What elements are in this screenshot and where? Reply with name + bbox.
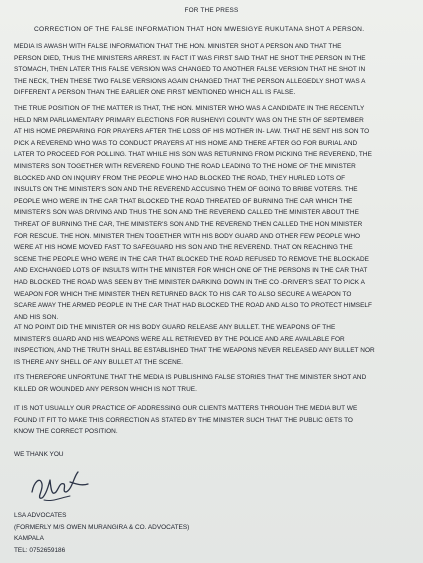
paragraph-3	[14, 322, 411, 368]
paragraph-line: FOUND IT FIT TO MAKE THIS CORRECTION AS STATED BY THE MINISTER SUCH THAT THE PUBLIC GETS TO	[14, 416, 353, 424]
signatory-phone: TEL: 0752659186	[14, 546, 66, 554]
paragraph-line: ITS THEREFORE UNFORTUNE THAT THE MEDIA IS PUBLISHING FALSE STORIES THAT THE MINISTER SHOT AND	[14, 374, 367, 381]
paragraph-line: MEDIA IS AWASH WITH FALSE INFORMATION THAT THE HON. MINISTER SHOT A PERSON AND THAT THE	[14, 43, 342, 50]
document-subject: CORRECTION OF THE FALSE INFORMATION THAT HON MWESIGYE RUKUTANA SHOT A PERSON.	[34, 26, 365, 33]
paragraph-line: MINISTER'S SON WAS DRIVING AND THUS THE SON AND THE REVEREND CALLED THE MINISTER ABOUT THE	[14, 209, 359, 217]
paragraph-line: KNOW THE CORRECT POSITION.	[14, 428, 118, 436]
paragraph-line: SCENE THE PEOPLE WHO WERE IN THE CAR THAT BLOCKED THE ROAD REFUSED TO REMOVE THE BLOCKADE	[14, 255, 370, 263]
signatory-city: KAMPALA	[14, 535, 44, 543]
paragraph-line: INSULTS ON THE MINISTER'S SON AND THE REVEREND ACCUSING THEM OF GOING TO BRIBE VOTERS. THE	[14, 186, 358, 194]
paragraph-line: MINISTER'S GUARD AND HIS WEAPONS WERE ALL RETRIEVED BY THE POLICE AND ARE AVAILABLE FOR	[14, 335, 345, 343]
paragraph-line: HAD BLOCKED THE ROAD WAS SEEN BY THE MINISTER DARKING DOWN IN THE CO -DRIVER'S SEAT TO PICK A	[14, 278, 365, 286]
paragraph-line: PICK A REVEREND WHO WAS TO CONDUCT PRAYERS AT HIS HOME AND THERE AFTER GO FOR BURIAL AND	[14, 139, 358, 147]
paragraph-line: LATER TO PROCEED FOR POLLING. THAT WHILE HIS SON WAS RETURNING FROM PICKING THE REVEREND, THE	[14, 151, 372, 159]
paragraph-line: WEAPON FOR WHICH THE MINISTER THEN RETURNED BACK TO HIS CAR TO ALSO SECURE A WEAPON TO	[14, 290, 352, 298]
closing-line: WE THANK YOU	[14, 451, 64, 458]
paragraph-line: THE NECK, THEN THESE TWO FALSE VERSIONS AGAIN CHANGED THAT THE PERSON ALLEGEDLY SHOT WAS A	[14, 77, 366, 85]
paragraph-line: IS THERE ANY SHELL OF ANY BULLET AT THE SCENE.	[14, 358, 184, 366]
paragraph-1	[14, 41, 411, 99]
document-header: FOR THE PRESS	[184, 7, 239, 14]
paragraph-line: THE TRUE POSITION OF THE MATTER IS THAT, THE HON. MINISTER WHO WAS A CANDIDATE IN THE RECENTLY	[14, 105, 365, 112]
paragraph-line: KILLED OR WOUNDED ANY PERSON WHICH IS NOT TRUE.	[14, 385, 197, 393]
paragraph-line: DIFFERENT A PERSON THAN THE EARLIER ONE FIRST MENTIONED WHICH ALL IS FALSE.	[14, 89, 296, 97]
paragraph-line: SCARE AWAY THE ARMED PEOPLE IN THE CAR THAT HAD BLOCKED THE ROAD AND ALSO TO PROTECT HIMSELF	[14, 302, 373, 310]
paragraph-5	[14, 403, 411, 438]
paragraph-line: AT NO POINT DID THE MINISTER OR HIS BODY GUARD RELEASE ANY BULLET. THE WEAPONS OF THE	[14, 324, 336, 331]
paragraph-line: AND HIS SON.	[14, 313, 59, 321]
paragraph-line: BLOCKED AND ON INQUIRY FROM THE PEOPLE WHO HAD BLOCKED THE ROAD, THEY HURLED LOTS OF	[14, 174, 346, 182]
paragraph-line: AND EXCHANGED LOTS OF INSULTS WITH THE MINISTER FOR WHICH ONE OF THE PERSONS IN THE CAR THAT	[14, 267, 368, 275]
paragraph-line: IT IS NOT USUALLY OUR PRACTICE OF ADDRESSING OUR CLIENTS MATTERS THROUGH THE MEDIA BUT WE	[14, 405, 358, 412]
signatory-block	[14, 510, 189, 556]
handwritten-signature	[26, 462, 96, 508]
paragraph-line: HELD NRM PARLIAMENTARY PRIMARY ELECTIONS FOR RUSHENYI COUNTY WAS ON THE 5TH OF SEPTEMBER	[14, 116, 364, 124]
paragraph-line: AT HIS HOME PREPARING FOR PRAYERS AFTER THE LOSS OF HIS MOTHER IN- LAW. THAT HE SENT HIS SON TO	[14, 128, 370, 136]
paragraph-line: WERE AT HIS HOME MOVED FAST TO SAFEGUARD HIS SON AND THE REVEREND. THAT ON REACHING THE	[14, 244, 353, 252]
signatory-formerly: (FORMERLY M/S OWEN MURANGIRA & CO. ADVOCATES)	[14, 523, 190, 531]
paragraph-2	[14, 103, 411, 323]
signatory-firm: LSA ADVOCATES	[14, 512, 67, 519]
paragraph-4	[14, 372, 411, 395]
paragraph-line: STOMACH, THEN LATER THIS FALSE VERSION WAS CHANGED TO ANOTHER FALSE VERSION THAT HE SHOT IN	[14, 66, 366, 74]
paragraph-line: FOR RESCUE. THE HON. MINISTER THEN TOGETHER WITH HIS BODY GUARD AND OTHER FEW PEOPLE WHO	[14, 232, 361, 240]
paragraph-line: MINISTERS SON TOGETHER WITH REVEREND FOUND THE ROAD LEADING TO THE HOME OF THE MINISTER	[14, 162, 356, 170]
paragraph-line: INSPECTION, AND THE TRUTH SHALL BE ESTABLISHED THAT THE WEAPONS NEVER RELEASED ANY BULLET NOR	[14, 347, 375, 355]
paragraph-line: PERSON DIED, THUS THE MINISTERS ARREST. IN FACT IT WAS FIRST SAID THAT HE SHOT THE PERSON IN THE	[14, 54, 366, 62]
paragraph-line: THREAT OF BURNING THE CAR, THE MINISTER'S SON AND THE REVEREND THEN CALLED THE HON MINISTER	[14, 220, 363, 228]
paragraph-line: PEOPLE WHO WERE IN THE CAR THAT BLOCKED THE ROAD THREATED OF BURNING THE CAR WHICH THE	[14, 197, 353, 205]
